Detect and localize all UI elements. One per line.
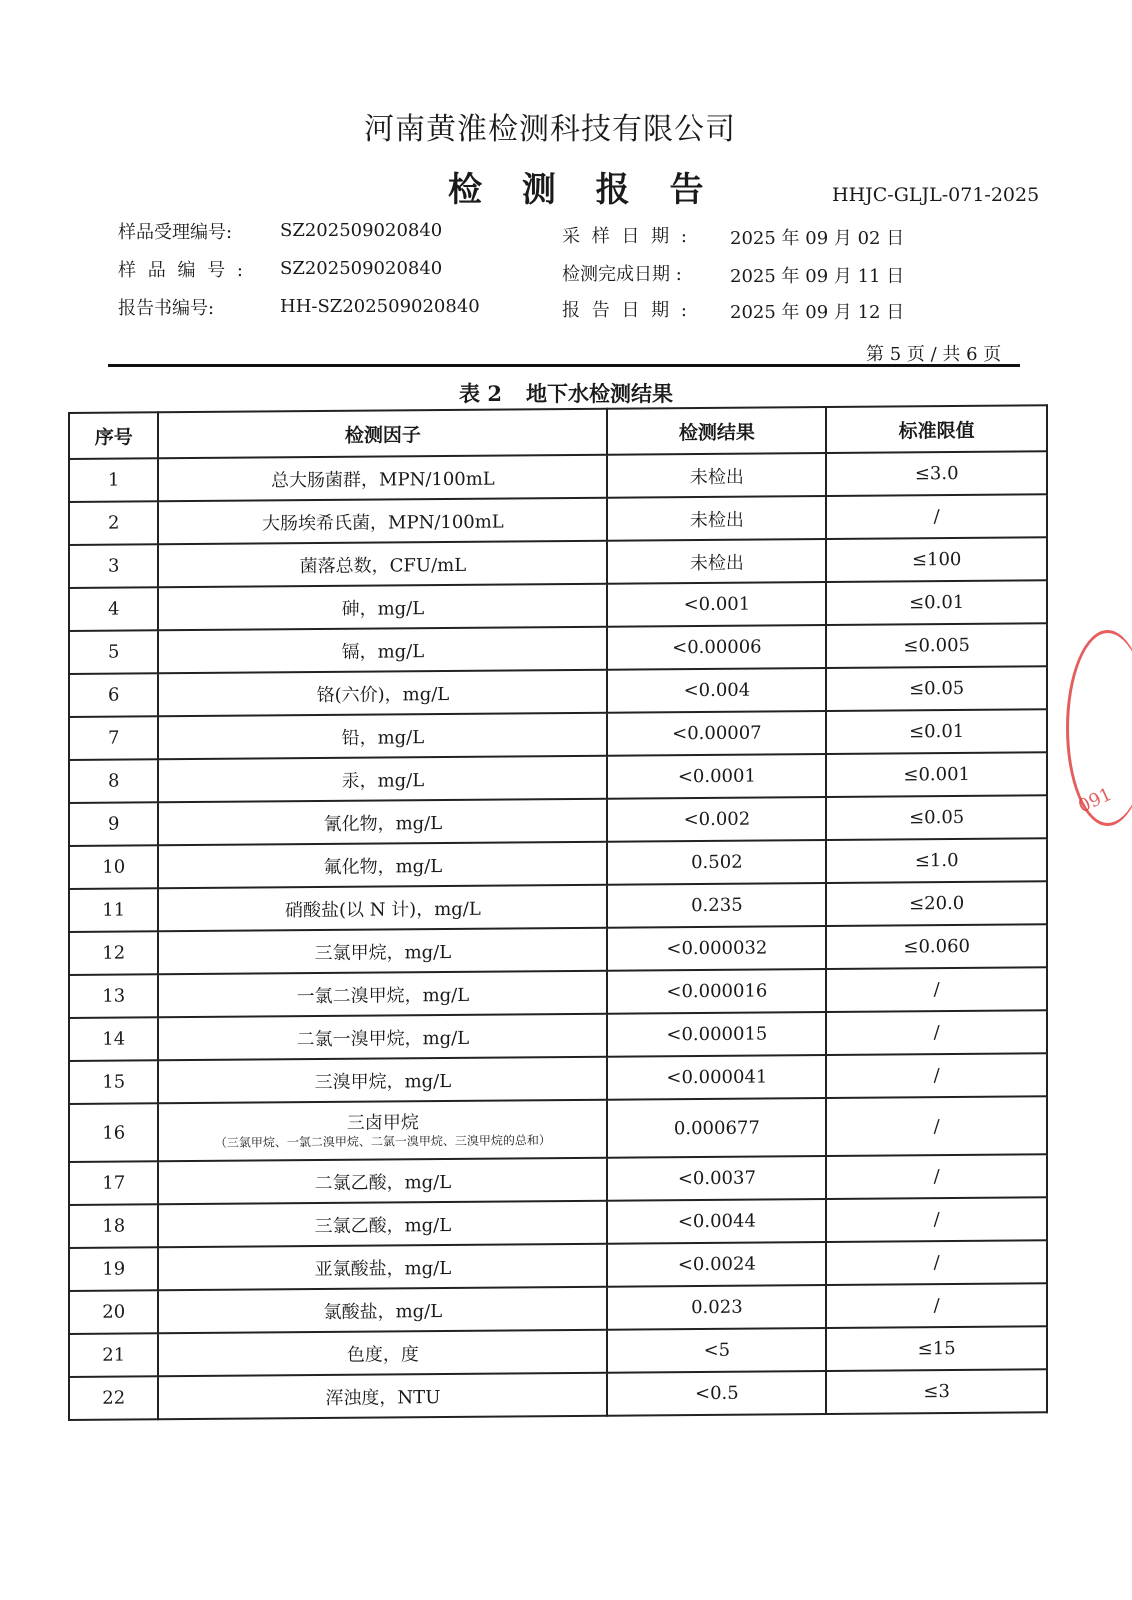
table-row: [69, 1197, 1047, 1248]
report-date-label: 报 告 日 期 :: [562, 300, 690, 321]
cell-result: <0.001: [607, 582, 826, 627]
cell-factor: 汞，mg/L: [158, 756, 607, 803]
cell-factor: 三溴甲烷，mg/L: [158, 1057, 607, 1104]
cell-seq: 8: [69, 759, 158, 803]
cell-limit: /: [826, 1053, 1047, 1098]
cell-result: <0.000016: [607, 969, 826, 1014]
table-row: [69, 1154, 1047, 1205]
cell-seq: 7: [69, 716, 158, 760]
cell-seq: 1: [69, 458, 158, 502]
cell-result: <0.5: [607, 1371, 826, 1416]
cell-factor: 三氯乙酸，mg/L: [158, 1201, 607, 1248]
table-row: [69, 838, 1047, 889]
cell-factor: 亚氯酸盐，mg/L: [158, 1244, 607, 1291]
cell-seq: 10: [69, 845, 158, 889]
cell-factor: 氰化物，mg/L: [158, 799, 607, 846]
table-row: [69, 795, 1047, 846]
table-row: [69, 1283, 1047, 1334]
cell-factor: 硝酸盐(以 N 计)，mg/L: [158, 885, 607, 932]
cell-factor: 铅，mg/L: [158, 713, 607, 760]
cell-seq: 19: [69, 1247, 158, 1291]
cell-result: <0.004: [607, 668, 826, 713]
cell-seq: 21: [69, 1333, 158, 1377]
cell-seq: 16: [69, 1103, 158, 1162]
table-row: [69, 1240, 1047, 1291]
cell-seq: 4: [69, 587, 158, 631]
table-row: [69, 580, 1047, 631]
cell-result: 未检出: [607, 453, 826, 498]
cell-limit: /: [826, 1240, 1047, 1285]
table-row: [69, 537, 1047, 588]
cell-factor: 二氯一溴甲烷，mg/L: [158, 1014, 607, 1061]
cell-limit: /: [826, 1096, 1047, 1156]
cell-limit: /: [826, 494, 1047, 539]
cell-factor-name: 三卤甲烷: [346, 1111, 419, 1134]
cell-limit: ≤1.0: [826, 838, 1047, 883]
table-title: [0, 378, 1132, 408]
cell-result: <0.000041: [607, 1055, 826, 1100]
cell-factor: 大肠埃希氏菌，MPN/100mL: [158, 498, 607, 545]
cell-seq: 2: [69, 501, 158, 545]
cell-result: <0.00007: [607, 711, 826, 756]
cell-result: <0.0024: [607, 1242, 826, 1287]
cell-limit: /: [826, 967, 1047, 1012]
cell-limit: ≤3: [826, 1369, 1047, 1414]
stamp-text: 091: [1075, 783, 1116, 818]
cell-result: <0.0037: [607, 1156, 826, 1201]
page-number: 第 5 页 / 共 6 页: [866, 344, 1002, 365]
cell-factor: 铬(六价)，mg/L: [158, 670, 607, 717]
cell-seq: 22: [69, 1376, 158, 1420]
cell-limit: ≤0.060: [826, 924, 1047, 969]
table-row: [69, 1326, 1047, 1377]
cell-limit: ≤15: [826, 1326, 1047, 1371]
cell-limit: /: [826, 1197, 1047, 1242]
cell-seq: 11: [69, 888, 158, 932]
table-row: [69, 494, 1047, 545]
cell-seq: 5: [69, 630, 158, 674]
cell-factor: 菌落总数，CFU/mL: [158, 541, 607, 588]
results-table: [68, 404, 1048, 1421]
sampling-date-value: 2025 年 09 月 02 日: [730, 228, 905, 249]
cell-seq: 6: [69, 673, 158, 717]
cell-result: 0.023: [607, 1285, 826, 1330]
cell-seq: 18: [69, 1204, 158, 1248]
header-limit: 标准限值: [826, 405, 1047, 453]
cell-factor: 浑浊度，NTU: [158, 1373, 607, 1420]
cell-factor: 氯酸盐，mg/L: [158, 1287, 607, 1334]
cell-limit: ≤20.0: [826, 881, 1047, 926]
cell-limit: /: [826, 1154, 1047, 1199]
cell-factor: 一氯二溴甲烷，mg/L: [158, 971, 607, 1018]
table-row: [69, 666, 1047, 717]
cell-limit: ≤0.05: [826, 795, 1047, 840]
cell-result: 0.000677: [607, 1098, 826, 1158]
table-row: [69, 709, 1047, 760]
cell-limit: ≤0.001: [826, 752, 1047, 797]
report-date-value: 2025 年 09 月 12 日: [730, 302, 905, 323]
cell-factor: [158, 1100, 607, 1162]
cell-factor: 色度，度: [158, 1330, 607, 1377]
cell-seq: 13: [69, 974, 158, 1018]
cell-result: <0.000032: [607, 926, 826, 971]
cell-factor: 氟化物，mg/L: [158, 842, 607, 889]
report-no-label: 报告书编号:: [118, 298, 215, 319]
table-row: [69, 623, 1047, 674]
header-rule: [108, 364, 1020, 367]
cell-factor-note: （三氯甲烷、一氯二溴甲烷、二氯一溴甲烷、三溴甲烷的总和）: [214, 1133, 551, 1150]
cell-seq: 14: [69, 1017, 158, 1061]
cell-factor: 三氯甲烷，mg/L: [158, 928, 607, 975]
cell-result: 0.502: [607, 840, 826, 885]
cell-limit: ≤0.005: [826, 623, 1047, 668]
table-row: [69, 451, 1047, 502]
table-row: [69, 924, 1047, 975]
cell-factor: 二氯乙酸，mg/L: [158, 1158, 607, 1205]
sample-no-value: SZ202509020840: [280, 258, 443, 279]
cell-seq: 15: [69, 1060, 158, 1104]
cell-limit: /: [826, 1010, 1047, 1055]
cell-seq: 17: [69, 1161, 158, 1205]
table-row: [69, 752, 1047, 803]
cell-factor: 砷，mg/L: [158, 584, 607, 631]
document-code: HHJC-GLJL-071-2025: [832, 184, 1040, 206]
complete-date-value: 2025 年 09 月 11 日: [730, 266, 905, 287]
cell-result: <0.0001: [607, 754, 826, 799]
table-row: [69, 967, 1047, 1018]
company-name: 河南黄淮检测科技有限公司: [364, 112, 736, 147]
table-header-row: [69, 405, 1047, 459]
cell-limit: ≤100: [826, 537, 1047, 582]
table-row: [69, 1369, 1047, 1420]
table-row: [69, 881, 1047, 932]
report-title: 检 测 报 告: [448, 170, 718, 210]
table-number: 表 2: [459, 381, 502, 406]
cell-result: <0.002: [607, 797, 826, 842]
cell-result: 0.235: [607, 883, 826, 928]
table-row: [69, 1010, 1047, 1061]
header-seq: 序号: [69, 412, 158, 459]
cell-limit: ≤0.01: [826, 709, 1047, 754]
cell-seq: 9: [69, 802, 158, 846]
cell-factor: 总大肠菌群，MPN/100mL: [158, 455, 607, 502]
cell-limit: ≤0.05: [826, 666, 1047, 711]
cell-result: 未检出: [607, 496, 826, 541]
complete-date-label: 检测完成日期 :: [562, 264, 682, 285]
sampling-date-label: 采 样 日 期 :: [562, 226, 690, 247]
cell-result: <5: [607, 1328, 826, 1373]
header-factor: 检测因子: [158, 409, 607, 459]
cell-result: 未检出: [607, 539, 826, 584]
header-result: 检测结果: [607, 407, 826, 455]
cell-result: <0.00006: [607, 625, 826, 670]
table-row: [69, 1096, 1047, 1162]
accept-no-value: SZ202509020840: [280, 220, 443, 241]
cell-seq: 3: [69, 544, 158, 588]
accept-no-label: 样品受理编号:: [118, 222, 233, 243]
table-caption: 地下水检测结果: [525, 381, 673, 406]
cell-seq: 12: [69, 931, 158, 975]
cell-factor: 镉，mg/L: [158, 627, 607, 674]
cell-result: <0.0044: [607, 1199, 826, 1244]
sample-no-label: 样 品 编 号 :: [118, 260, 246, 281]
cell-limit: ≤0.01: [826, 580, 1047, 625]
report-no-value: HH-SZ202509020840: [280, 296, 480, 317]
cell-result: <0.000015: [607, 1012, 826, 1057]
cell-seq: 20: [69, 1290, 158, 1334]
cell-limit: ≤3.0: [826, 451, 1047, 496]
table-row: [69, 1053, 1047, 1104]
cell-limit: /: [826, 1283, 1047, 1328]
